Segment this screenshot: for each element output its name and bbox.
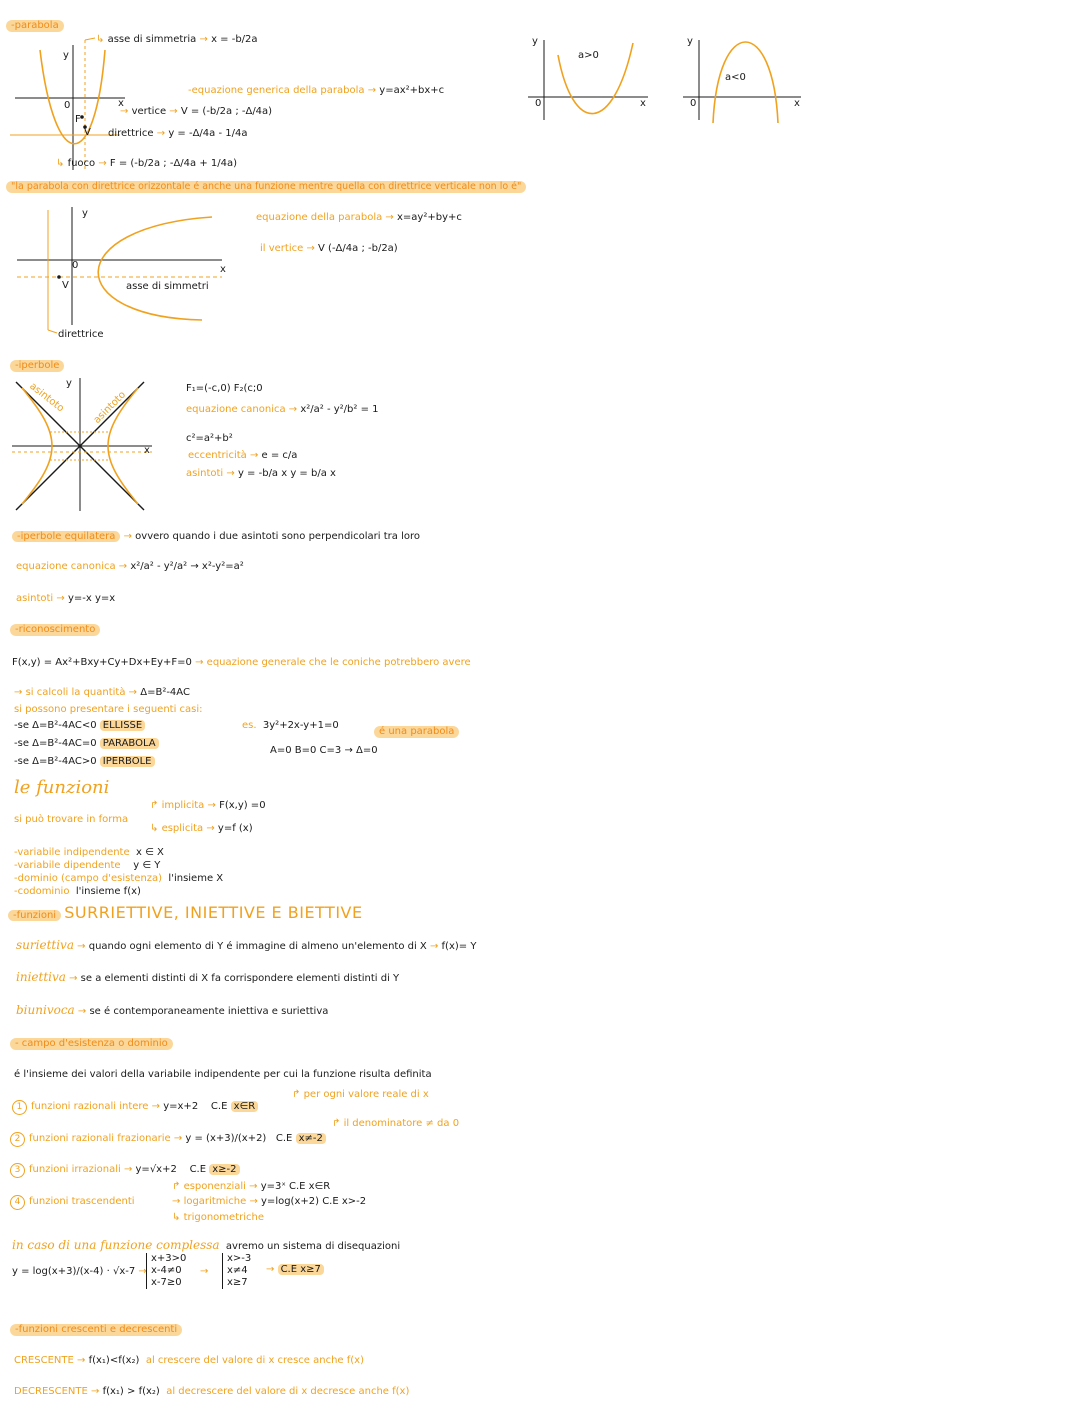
hyperbola-eccentricity: eccentricità → e = c/a	[188, 450, 298, 461]
parabola-directrix: direttrice → y = -Δ/4a - 1/4a	[108, 128, 248, 139]
conic-general-equation: F(x,y) = Ax²+Bxy+Cy+Dx+Ey+F=0 → equazione generale che le coniche potrebbero avere	[12, 657, 471, 668]
hyperbola-x-label: x	[144, 445, 150, 456]
hyperbola-c-relation: c²=a²+b²	[186, 433, 233, 444]
conic-step2: si possono presentare i seguenti casi:	[14, 704, 203, 715]
h-parabola-axis-label: asse di simmetri	[126, 281, 209, 292]
graph-a-negative-origin: 0	[690, 98, 697, 109]
funzioni-suriettiva: suriettiva → quando ogni elemento di Y é immagine di almeno un'elemento di X → f(x)= Y	[16, 938, 477, 952]
graph-a-negative-x-label: x	[794, 98, 800, 109]
hyperbola-foci: F₁=(-c,0) F₂(c;0	[186, 383, 263, 394]
h-parabola-y-label: y	[82, 208, 88, 219]
dominio-item4-log: → logaritmiche → y=log(x+2) C.E x>-2	[172, 1196, 367, 1207]
hyperbola-graph	[12, 376, 157, 516]
conic-case-iperbole: -se Δ=B²-4AC>0 IPERBOLE	[14, 756, 155, 768]
section-parabola-header: -parabola	[6, 20, 64, 32]
h-parabola-vertex: il vertice → V (-Δ/4a ; -b/2a)	[260, 243, 398, 254]
dominio-item4: 4 funzioni trascendenti	[10, 1195, 135, 1210]
graph-a-negative-y-label: y	[687, 36, 693, 47]
h-parabola-equation: equazione della parabola → x=ay²+by+c	[256, 212, 462, 223]
section-crescenti-header: -funzioni crescenti e decrescenti	[10, 1324, 182, 1336]
crescente-row: CRESCENTE → f(x₁)<f(x₂) al crescere del valore di x cresce anche f(x)	[14, 1355, 365, 1366]
hyperbola-y-label: y	[66, 378, 72, 389]
iperbole-equilatera: -iperbole equilatera → ovvero quando i due asintoti sono perpendicolari tra loro	[12, 531, 420, 543]
funzioni-form-label: si può trovare in forma	[14, 814, 129, 825]
parabola-graph-a-positive	[528, 35, 653, 125]
graph-a-positive-label: a>0	[578, 50, 599, 61]
funzioni-types-header: -funzioni SURRIETTIVE, INIETTIVE E BIETTIVE	[8, 904, 363, 922]
decrescente-row: DECRESCENTE → f(x₁) > f(x₂) al decrescere del valore di x decresce anche f(x)	[14, 1386, 410, 1397]
section-iperbole-header: -iperbole	[10, 360, 64, 372]
funzioni-iniettiva: iniettiva → se a elementi distinti di X fa corrispondere elementi distinti di Y	[16, 970, 400, 984]
dominio-complex-ce: → C.E x≥7	[266, 1264, 324, 1276]
parabola-x-axis-label: x	[118, 98, 124, 109]
dominio-complex-eq: y = log(x+3)/(x-4) · √x-7 →	[12, 1266, 147, 1277]
conic-case-parabola: -se Δ=B²-4AC=0 PARABOLA	[14, 738, 159, 750]
funzioni-implicit: ↱ implicita → F(x,y) =0	[150, 800, 266, 811]
dominio-item4-exp: ↱ esponenziali → y=3ˣ C.E x∈R	[172, 1181, 331, 1192]
dominio-item1: 1 funzioni razionali intere → y=x+2 C.E x∈R	[12, 1100, 258, 1115]
hyperbola-asymptotes: asintoti → y = -b/a x y = b/a x	[186, 468, 336, 479]
iperbole-equilatera-canonical: equazione canonica → x²/a² - y²/a² → x²-y²=a²	[16, 561, 244, 572]
system-1-row: x+3>0	[151, 1253, 187, 1264]
system-2-row: x≠4	[227, 1265, 248, 1276]
graph-a-positive-origin: 0	[535, 98, 542, 109]
conic-case-ellisse: -se Δ=B²-4AC<0 ELLISSE	[14, 720, 145, 732]
section-riconoscimento-header: -riconoscimento	[10, 624, 100, 636]
funzioni-explicit: ↳ esplicita → y=f (x)	[150, 823, 253, 834]
iperbole-equilatera-asymptotes: asintoti → y=-x y=x	[16, 593, 116, 604]
system-1-row: x-4≠0	[151, 1265, 182, 1276]
asymptote-label-left: asintoto	[27, 380, 66, 415]
section-dominio-header: - campo d'esistenza o dominio	[10, 1038, 173, 1050]
parabola-focus-point-label: F	[75, 114, 81, 125]
dominio-system-2	[222, 1253, 251, 1289]
h-parabola-origin: 0	[72, 260, 79, 271]
conic-example-result: é una parabola	[374, 726, 459, 738]
parabola-focus: ↳ fuoco → F = (-b/2a ; -Δ/4a + 1/4a)	[56, 158, 238, 169]
funzioni-dominio: -dominio (campo d'esistenza) l'insieme X	[14, 873, 224, 884]
conic-example: es. 3y²+2x-y+1=0	[242, 720, 339, 731]
dominio-note2: ↱ il denominatore ≠ da 0	[332, 1118, 460, 1129]
system-2-row: x>-3	[227, 1253, 252, 1264]
funzioni-codominio: -codominio l'insieme f(x)	[14, 886, 141, 897]
parabola-y-axis-label: y	[63, 50, 69, 61]
system-1-row: x-7≥0	[151, 1277, 182, 1288]
parabola-axis-symmetry: ↳ asse di simmetria → x = -b/2a	[96, 34, 258, 45]
parabola-directrix-note: "la parabola con direttrice orizzontale é anche una funzione mentre quella con direttrice verticale non lo é"	[6, 181, 526, 193]
graph-a-positive-x-label: x	[640, 98, 646, 109]
h-parabola-x-label: x	[220, 264, 226, 275]
funzioni-biunivoca: biunivoca → se é contemporaneamente iniettiva e suriettiva	[16, 1003, 329, 1017]
system-2-row: x≥7	[227, 1277, 248, 1288]
graph-a-positive-y-label: y	[532, 36, 538, 47]
dominio-item2: 2 funzioni razionali frazionarie → y = (x+3)/(x+2) C.E x≠-2	[10, 1132, 326, 1147]
funzioni-var-dep: -variabile dipendente y ∈ Y	[14, 860, 161, 871]
dominio-note1: ↱ per ogni valore reale di x	[292, 1089, 429, 1100]
funzioni-var-indep: -variabile indipendente x ∈ X	[14, 847, 164, 858]
h-parabola-directrix-label: direttrice	[58, 329, 104, 340]
conic-step1: → si calcoli la quantità → Δ=B²-4AC	[14, 687, 190, 698]
parabola-horizontal-graph	[12, 205, 232, 335]
dominio-item4-trig: ↳ trigonometriche	[172, 1212, 264, 1223]
dominio-system-1	[146, 1253, 186, 1289]
parabola-vertex-point-label: V	[84, 127, 91, 138]
parabola-origin-label: 0	[64, 100, 71, 111]
parabola-generic-equation: -equazione generica della parabola → y=ax²+bx+c	[188, 85, 445, 96]
h-parabola-vertex-label: V	[62, 280, 69, 291]
dominio-definition: é l'insieme dei valori della variabile indipendente per cui la funzione risulta definita	[14, 1069, 432, 1080]
parabola-vertex: → vertice → V = (-b/2a ; -Δ/4a)	[120, 106, 273, 117]
system-arrow: →	[200, 1266, 209, 1277]
funzioni-title: le funzioni	[14, 777, 110, 798]
dominio-item3: 3 funzioni irrazionali → y=√x+2 C.E x≥-2	[10, 1163, 240, 1178]
graph-a-negative-label: a<0	[725, 72, 746, 83]
hyperbola-canonical-equation: equazione canonica → x²/a² - y²/b² = 1	[186, 404, 379, 415]
dominio-complex-intro: in caso di una funzione complessa avremo un sistema di disequazioni	[12, 1238, 401, 1252]
conic-example-values: A=0 B=0 C=3 → Δ=0	[270, 745, 378, 756]
asymptote-label-right: asintoto	[91, 389, 129, 426]
